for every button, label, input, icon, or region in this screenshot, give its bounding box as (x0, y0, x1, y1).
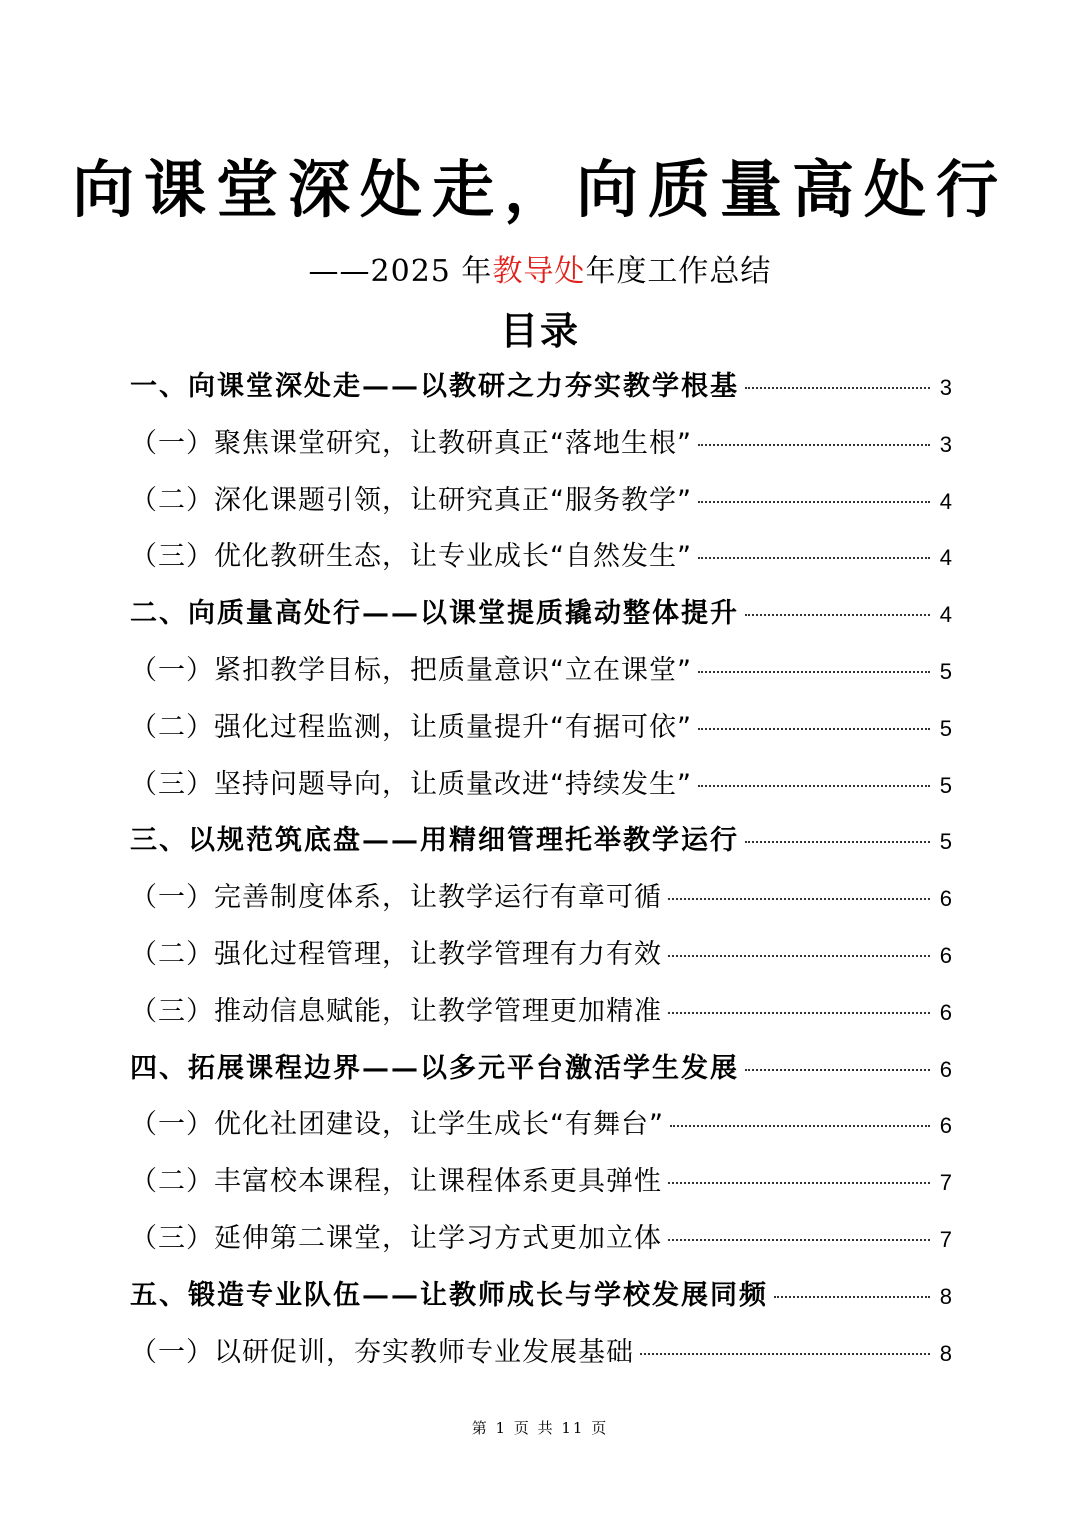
toc-subsection-entry[interactable] (130, 870, 952, 927)
subtitle-highlight: 教导处 (492, 254, 586, 289)
toc-entry-text: （一）优化社团建设，让学生成长“有舞台” (130, 1109, 664, 1141)
toc-subsection-entry[interactable] (130, 1325, 952, 1382)
toc-page-number: 4 (939, 545, 952, 571)
toc-page-number: 6 (939, 1113, 952, 1139)
toc-subsection-entry[interactable] (130, 1097, 952, 1154)
toc-dot-leader (670, 1125, 930, 1127)
toc-page-number: 4 (939, 602, 952, 628)
document-subtitle (0, 252, 1080, 292)
toc-section-entry[interactable] (130, 586, 952, 643)
toc-entry-text: 三、以规范筑底盘——用精细管理托举教学运行 (130, 825, 739, 857)
toc-dot-leader (668, 955, 930, 957)
table-of-contents (130, 359, 952, 1381)
toc-dot-leader (698, 671, 930, 673)
page-footer: 第 1 页 共 11 页 (471, 1419, 609, 1437)
toc-dot-leader (745, 841, 930, 843)
toc-section-entry[interactable] (130, 813, 952, 870)
toc-section-entry[interactable] (130, 1268, 952, 1325)
document-title: 向课堂深处走，向质量高处行 (71, 153, 1008, 226)
toc-subsection-entry[interactable] (130, 1154, 952, 1211)
toc-dot-leader (774, 1296, 930, 1298)
toc-dot-leader (668, 898, 930, 900)
toc-page-number: 8 (939, 1283, 952, 1309)
toc-entry-text: （三）优化教研生态，让专业成长“自然发生” (130, 541, 692, 573)
toc-page-number: 5 (939, 658, 952, 684)
toc-subsection-entry[interactable] (130, 416, 952, 473)
toc-entry-text: （二）强化过程管理，让教学管理有力有效 (130, 938, 662, 970)
toc-subsection-entry[interactable] (130, 927, 952, 984)
toc-entry-text: （三）坚持问题导向，让质量改进“持续发生” (130, 768, 692, 800)
toc-dot-leader (698, 444, 930, 446)
toc-page-number: 6 (939, 942, 952, 968)
toc-entry-text: （三）推动信息赋能，让教学管理更加精准 (130, 995, 662, 1027)
toc-entry-text: （三）延伸第二课堂，让学习方式更加立体 (130, 1222, 662, 1254)
toc-page-number: 6 (939, 999, 952, 1025)
toc-page-number: 5 (939, 772, 952, 798)
toc-entry-text: 四、拓展课程边界——以多元平台激活学生发展 (130, 1052, 739, 1084)
toc-subsection-entry[interactable] (130, 984, 952, 1041)
toc-dot-leader (698, 728, 930, 730)
toc-dot-leader (745, 1069, 930, 1071)
toc-page-number: 7 (939, 1170, 952, 1196)
toc-page-number: 5 (939, 829, 952, 855)
toc-subsection-entry[interactable] (130, 643, 952, 700)
toc-page-number: 6 (939, 886, 952, 912)
toc-section-entry[interactable] (130, 1041, 952, 1098)
toc-dot-leader (698, 785, 930, 787)
toc-page-number: 5 (939, 715, 952, 741)
toc-page-number: 4 (939, 488, 952, 514)
toc-page-number: 3 (939, 431, 952, 457)
toc-dot-leader (668, 1012, 930, 1014)
toc-dot-leader (698, 501, 930, 503)
toc-heading: 目录 (499, 309, 580, 353)
toc-page-number: 6 (939, 1056, 952, 1082)
toc-subsection-entry[interactable] (130, 1211, 952, 1268)
toc-entry-text: 五、锻造专业队伍——让教师成长与学校发展同频 (130, 1279, 768, 1311)
toc-dot-leader (698, 557, 930, 559)
toc-entry-text: （一）以研促训，夯实教师专业发展基础 (130, 1336, 634, 1368)
subtitle-suffix: 年度工作总结 (585, 254, 772, 289)
toc-entry-text: （一）紧扣教学目标，把质量意识“立在课堂” (130, 654, 692, 686)
toc-subsection-entry[interactable] (130, 757, 952, 814)
toc-page-number: 8 (939, 1340, 952, 1366)
toc-entry-text: 二、向质量高处行——以课堂提质撬动整体提升 (130, 598, 739, 630)
toc-entry-text: （一）聚焦课堂研究，让教研真正“落地生根” (130, 427, 692, 459)
toc-subsection-entry[interactable] (130, 529, 952, 586)
toc-page-number: 7 (939, 1226, 952, 1252)
toc-entry-text: （一）完善制度体系，让教学运行有章可循 (130, 882, 662, 914)
toc-page-number: 3 (939, 375, 952, 400)
toc-dot-leader (668, 1239, 930, 1241)
toc-subsection-entry[interactable] (130, 700, 952, 757)
toc-dot-leader (668, 1182, 930, 1184)
toc-subsection-entry[interactable] (130, 473, 952, 530)
toc-entry-text: （二）深化课题引领，让研究真正“服务教学” (130, 484, 692, 516)
toc-dot-leader (640, 1353, 930, 1355)
toc-entry-text: （二）丰富校本课程，让课程体系更具弹性 (130, 1166, 662, 1198)
subtitle-prefix: ——2025 年 (308, 254, 493, 289)
toc-entry-text: （二）强化过程监测，让质量提升“有据可依” (130, 711, 692, 743)
toc-entry-text: 一、向课堂深处走——以教研之力夯实教学根基 (130, 371, 739, 402)
toc-dot-leader (745, 614, 930, 616)
toc-dot-leader (745, 387, 930, 389)
toc-section-entry[interactable] (130, 359, 952, 416)
